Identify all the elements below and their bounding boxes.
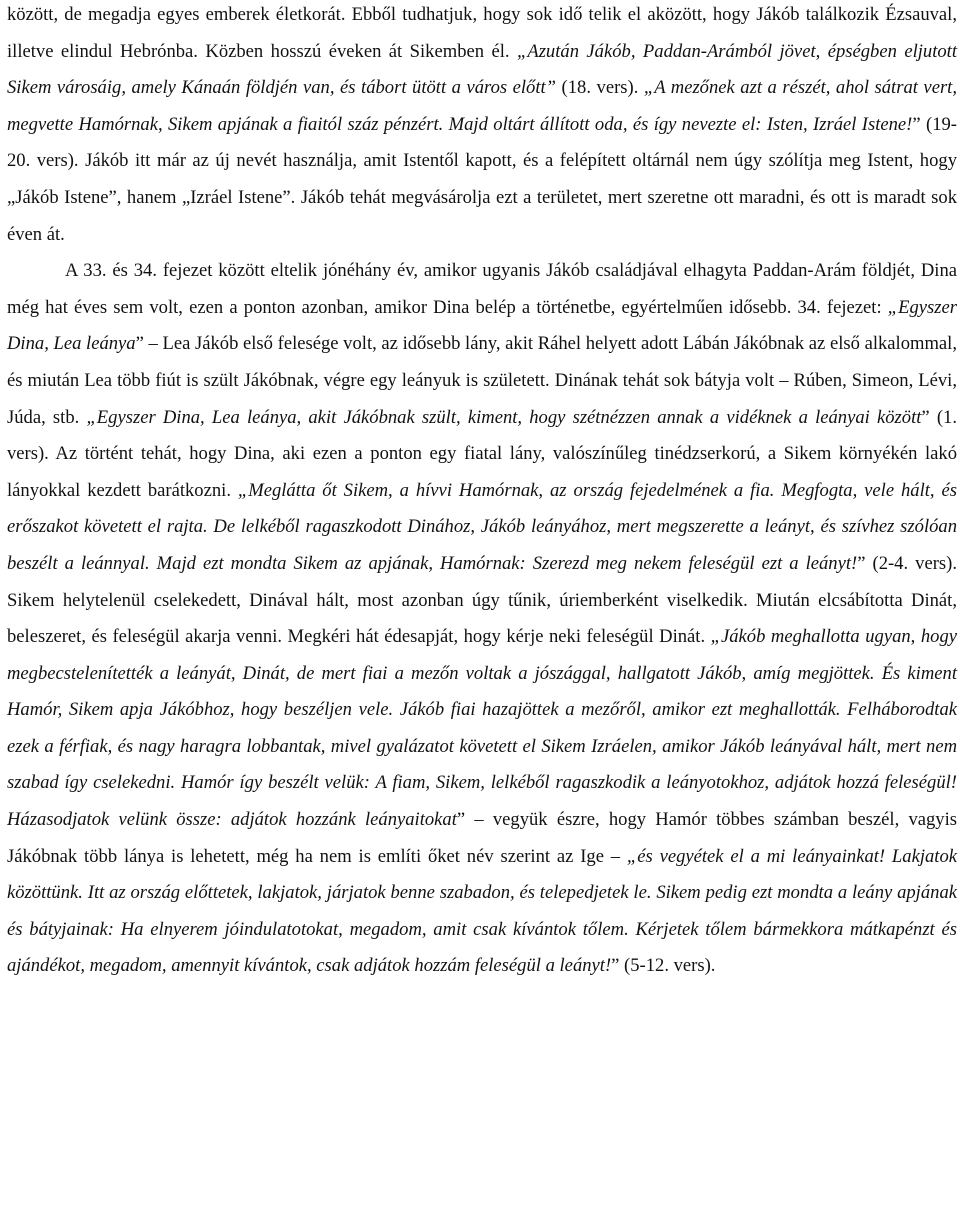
text-segment: ” (2-4. vers). Sikem helytelenül cselekedett, Dinával hált, most azonban úgy tűnik, úriemberként viselkedik. Miután elcsábította Dinát, beleszeret, és feleségül akarja venni. Megkéri hát édesapját, hogy kérje neki feleségül Dinát. — [7, 552, 957, 648]
quote-segment: „Azután Jákób, Paddan-Arámból jövet, épségben eljutott Sikem városáig, amely Kánaán földjén van, és tábort ütött a város előtt” — [7, 40, 957, 99]
text-segment: (18. vers). — [556, 77, 644, 99]
quote-segment: „és vegyétek el a mi leányainkat! Lakjatok közöttünk. Itt az ország előttetek, lakjatok, járjatok benne szabadon, és telepedjetek le. Sikem pedig ezt mondta a leány apjának és bátyjainak: Ha elnyerem jóindulatotokat, megadom, amit csak kívántok tőlem. Kérjetek tőlem bármekkora mátkapénzt és ajándékot, megadom, amennyit kívántok, csak adjátok hozzám feleségül a leányt! — [7, 845, 957, 977]
text-segment: ” (19-20. vers). Jákób itt már az új nevét használja, amit Istentől kapott, és a felépített oltárnál nem úgy szólítja meg Istent, hogy „Jákób Istene”, hanem „Izráel Istene”. Jákób tehát megvásárolja ezt a területet, mert szeretne ott maradni, és ott is maradt sok éven át. — [7, 113, 957, 245]
text-segment: között, de megadja egyes emberek életkorát. Ebből tudhatjuk, hogy sok idő telik el aközött, hogy Jákób találkozik Ézsauval, illetve elindul Hebrónba. Közben hosszú éveken át Sikemben él. — [7, 4, 957, 62]
text-segment: ” (5-12. vers). — [611, 955, 716, 977]
text-segment: A 33. és 34. fejezet között eltelik jónéhány év, amikor ugyanis Jákób családjával elhagyta Paddan-Arám földjét, Dina még hat éves sem volt, ezen a ponton azonban, amikor Dina belép a történetbe, egyértelműen idősebb. 34. fejezet: — [7, 260, 957, 318]
quote-segment: „Egyszer Dina, Lea leánya — [7, 296, 957, 355]
text-segment: ” (1. vers). Az történt tehát, hogy Dina, aki ezen a ponton egy fiatal lány, valószínűleg tinédzserkorú, a Sikem környékén lakó lányokkal kezdett barátkozni. — [7, 406, 958, 501]
quote-segment: „Egyszer Dina, Lea leánya, akit Jákóbnak szült, kiment, hogy szétnézzen annak a vidéknek a leányai között — [86, 406, 922, 428]
text-segment: ” – vegyük észre, hogy Hamór többes számban beszél, vagyis Jákóbnak több lánya is lehetett, még ha nem is említi őket név szerint az Ige – — [7, 809, 957, 867]
paragraph-1 — [7, 0, 957, 253]
paragraph-2 — [7, 253, 957, 985]
quote-segment: „A mezőnek azt a részét, ahol sátrat vert, megvette Hamórnak, Sikem apjának a fiaitól száz pénzért. Majd oltárt állított oda, és így nevezte el: Isten, Izráel Istene! — [7, 77, 957, 135]
document-page — [7, 0, 957, 985]
quote-segment: „Meglátta őt Sikem, a hívvi Hamórnak, az ország fejedelmének a fia. Megfogta, vele hált, és erőszakot követett el rajta. De lelkéből ragaszkodott Dinához, Jákób leányához, mert megszerette a leányt, és szívhez szólóan beszélt a leánnyal. Majd ezt mondta Sikem az apjának, Hamórnak: Szerezd meg nekem feleségül ezt a leányt! — [7, 479, 957, 574]
text-segment: ” – Lea Jákób első felesége volt, az idősebb lány, akit Ráhel helyett adott Lábán Jákóbnak az első alkalommal, és miután Lea több fiút is szült Jákóbnak, végre egy leányuk is született. Dinának tehát sok bátyja volt – Rúben, Simeon, Lévi, Júda, stb. — [7, 333, 957, 428]
quote-segment: „Jákób meghallotta ugyan, hogy megbecstelenítették a leányát, Dinát, de mert fiai a mezőn voltak a jószággal, hallgatott Jákób, amíg megjöttek. És kiment Hamór, Sikem apja Jákóbhoz, hogy beszéljen vele. Jákób fiai hazajöttek a mezőről, amikor ezt meghallották. Felháborodtak ezek a férfiak, és nagy haragra lobbantak, mivel gyalázatot követett el Sikem Izráelen, amikor Jákób leányával hált, mert nem szabad így cselekedni. Hamór így beszélt velük: A fiam, Sikem, lelkéből ragaszkodik a leányotokhoz, adjátok hozzá feleségül! Házasodjatok velünk össze: adjátok hozzánk leányaitokat — [7, 626, 957, 831]
